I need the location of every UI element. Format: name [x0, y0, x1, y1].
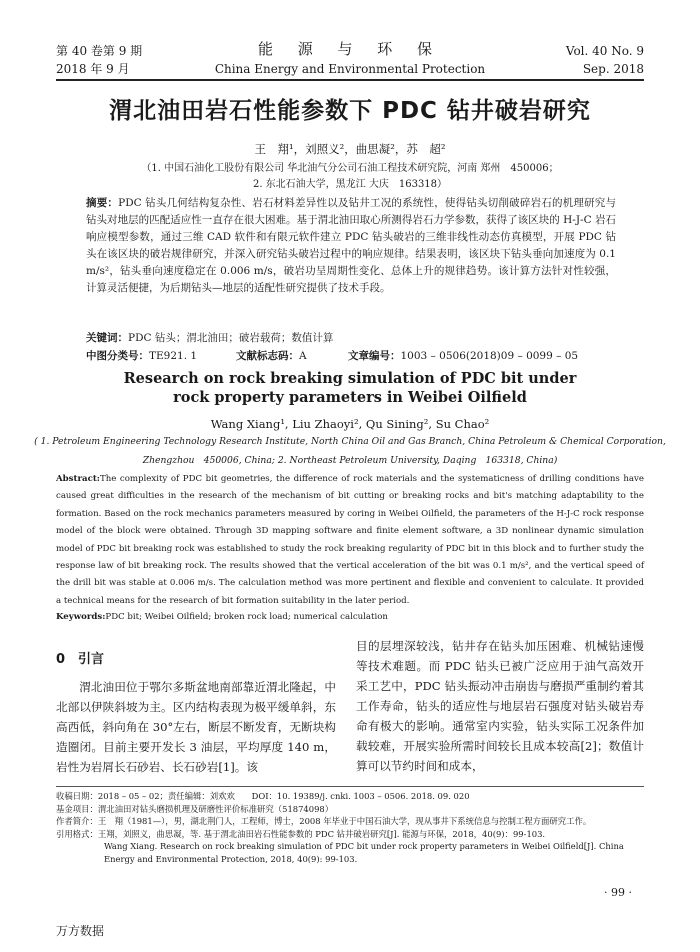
affiliation-en-1: ( 1. Petroleum Engineering Technology Research Institute, North China Oil and Gas Branch, China Petroleum & Chemical Corporation,: [34, 436, 666, 447]
section-heading-introduction: 0 引言: [56, 652, 105, 667]
footnote-received: 收稿日期：2018 – 05 – 02；责任编辑：刘欢欢: [56, 791, 235, 801]
footnote-cite-zh: 引用格式：王翔，刘照义，曲思凝，等. 基于渭北油田岩石性能参数的 PDC 钻井破岩研究[J]. 能源与环保，2018，40(9)：99-103.: [56, 828, 546, 839]
classification-line: [86, 348, 616, 364]
clc-value: TE921. 1: [149, 350, 198, 362]
keywords-zh: [86, 330, 616, 347]
affiliation-zh-1: （1. 中国石油化工股份有限公司 华北油气分公司石油工程技术研究院，河南 郑州 450006；: [141, 163, 559, 174]
footnote-doi: DOI：10. 19389/j. cnki. 1003 – 0506. 2018. 09. 020: [251, 791, 470, 801]
authors-en: Wang Xiang¹, Liu Zhaoyi², Qu Sining², Su Chao²: [210, 417, 490, 431]
authors-zh: 王 翔¹，刘照义²，曲思凝²，苏 超²: [254, 142, 446, 156]
header-volume-zh: 第 40 卷第 9 期: [56, 44, 143, 58]
header-volume-en: Vol. 40 No. 9: [565, 44, 644, 58]
affiliation-zh-2: 2. 东北石油大学，黑龙江 大庆 163318）: [252, 179, 448, 190]
abstract-zh-label: 摘要：: [86, 197, 119, 209]
doc-code-value: A: [299, 350, 307, 362]
article-no-label: 文章编号：: [348, 350, 401, 362]
watermark: 万方数据: [56, 924, 105, 938]
keywords-en-label: Keywords:: [56, 612, 106, 622]
page-number: · 99 ·: [604, 886, 632, 899]
footnote-received-line: [56, 790, 644, 803]
footnote-cite-en: Wang Xiang. Research on rock breaking simulation of PDC bit under rock property parameters in Weibei Oilfield[J]. China Energy and Environmental Protection, 2018, 40(9): 99-103.: [104, 841, 624, 864]
footnote-author-bio: 作者简介：王 翔（1981—），男，湖北荆门人，工程师，博士，2008 年毕业于中国石油大学，现从事井下系统信息与控制工程方面研究工作。: [56, 816, 592, 826]
abstract-en: [56, 471, 644, 610]
journal-title-zh: 能 源 与 环 保: [257, 40, 443, 58]
header-date-en: Sep. 2018: [582, 62, 644, 76]
doc-code-label: 文献标志码：: [236, 350, 299, 362]
body-column-right: 目的层埋深较浅，钻井存在钻头加压困难、机械钻速慢等技术难题。而 PDC 钻头已被广泛应用于油气高效开采工艺中，PDC 钻头振动冲击崩齿与磨损严重制约着其工作寿命，钻头的适应性与地层岩石强度对钻头破岩寿命有极大的影响。通常室内实验，钻头实际工况条件加载较难，开展实验所需时间较长且成本较高[2]；数值计算可以节约时间和成本，: [356, 639, 644, 773]
keywords-zh-text: PDC 钻头；渭北油田；破岩载荷；数值计算: [128, 332, 334, 344]
clc-label: 中图分类号：: [86, 350, 149, 362]
body-column-left: 渭北油田位于鄂尔多斯盆地南部靠近渭北隆起，中北部以伊陕斜坡为主。区内结构表现为极平缓单斜，东高西低，斜向角在 30°左右，断层不断发育，无断块构造圈闭。目前主要开发长 3 油层，平均厚度 140 m，岩性为岩屑长石砂岩、长石砂岩[1]。该: [56, 680, 336, 774]
footnote-fund: 基金项目：渭北油田对钻头磨损机理及研磨性评价标准研究（51874098）: [56, 803, 334, 814]
header-rule: [56, 79, 644, 81]
paper-title-en-1: Research on rock breaking simulation of PDC bit under: [123, 370, 577, 387]
abstract-zh: [86, 195, 616, 297]
paper-title-en-2: rock property parameters in Weibei Oilfield: [173, 389, 527, 406]
abstract-en-text: The complexity of PDC bit geometries, the difference of rock materials and the systematicness of drilling conditions have caused great difficulties in the research of the mechanism of bit cutting or breaking rocks and bit's matching adaptability to the formation. Based on the rock mechanics parameters measured by coring in Weibei Oilfield, the parameters of the H-J-C rock response model of the block were obtained. Through 3D mapping software and finite element software, a 3D nonlinear dynamic simulation model of PDC bit breaking rock was established to study the rock breaking regularity of PDC bit in this block and to further study the response law of bit breaking rock. The results showed that the vertical acceleration of the bit was 0.1 m/s², and the vertical speed of the drill bit was stable at 0.006 m/s. The calculation method was more pertinent and flexible and convenient to calculate. It provided a technical means for the research of bit formation suitability in the later period.: [56, 474, 644, 606]
keywords-zh-label: 关键词：: [86, 332, 128, 344]
header-date-zh: 2018 年 9 月: [56, 62, 130, 76]
paper-title-zh: 渭北油田岩石性能参数下 PDC 钻井破岩研究: [109, 98, 591, 124]
footnotes: [56, 790, 644, 865]
affiliation-en-2: Zhengzhou 450006, China; 2. Northeast Petroleum University, Daqing 163318, China): [142, 455, 558, 466]
article-no-value: 1003 – 0506(2018)09 – 0099 – 05: [400, 350, 579, 362]
abstract-en-label: Abstract:: [56, 474, 100, 484]
keywords-en-text: PDC bit; Weibei Oilfield; broken rock load; numerical calculation: [105, 612, 388, 622]
journal-title-en: China Energy and Environmental Protection: [214, 62, 486, 76]
keywords-en: [56, 609, 644, 626]
footnote-rule: [56, 786, 644, 787]
abstract-zh-text: PDC 钻头几何结构复杂性、岩石材料差异性以及钻井工况的系统性，使得钻头切削破碎岩石的机理研究与钻头对地层的匹配适应性一直存在很大困难。基于渭北油田取心所测得岩石力学参数，获得了该区块的 H-J-C 岩石响应模型参数，通过三维 CAD 软件和有限元软件建立 PDC 钻头破岩的三维非线性动态仿真模型，开展 PDC 钻头在该区块的破岩规律研究，并深入研究钻头破岩过程中的响应规律。结果表明，该区块下钻头垂向加速度为 0.1 m/s²，钻头垂向速度稳定在 0.006 m/s，破岩功呈周期性变化、总体上升的规律趋势。该计算方法针对性较强，计算灵活便捷，为后期钻头—地层的适配性研究提供了技术手段。: [86, 197, 617, 294]
